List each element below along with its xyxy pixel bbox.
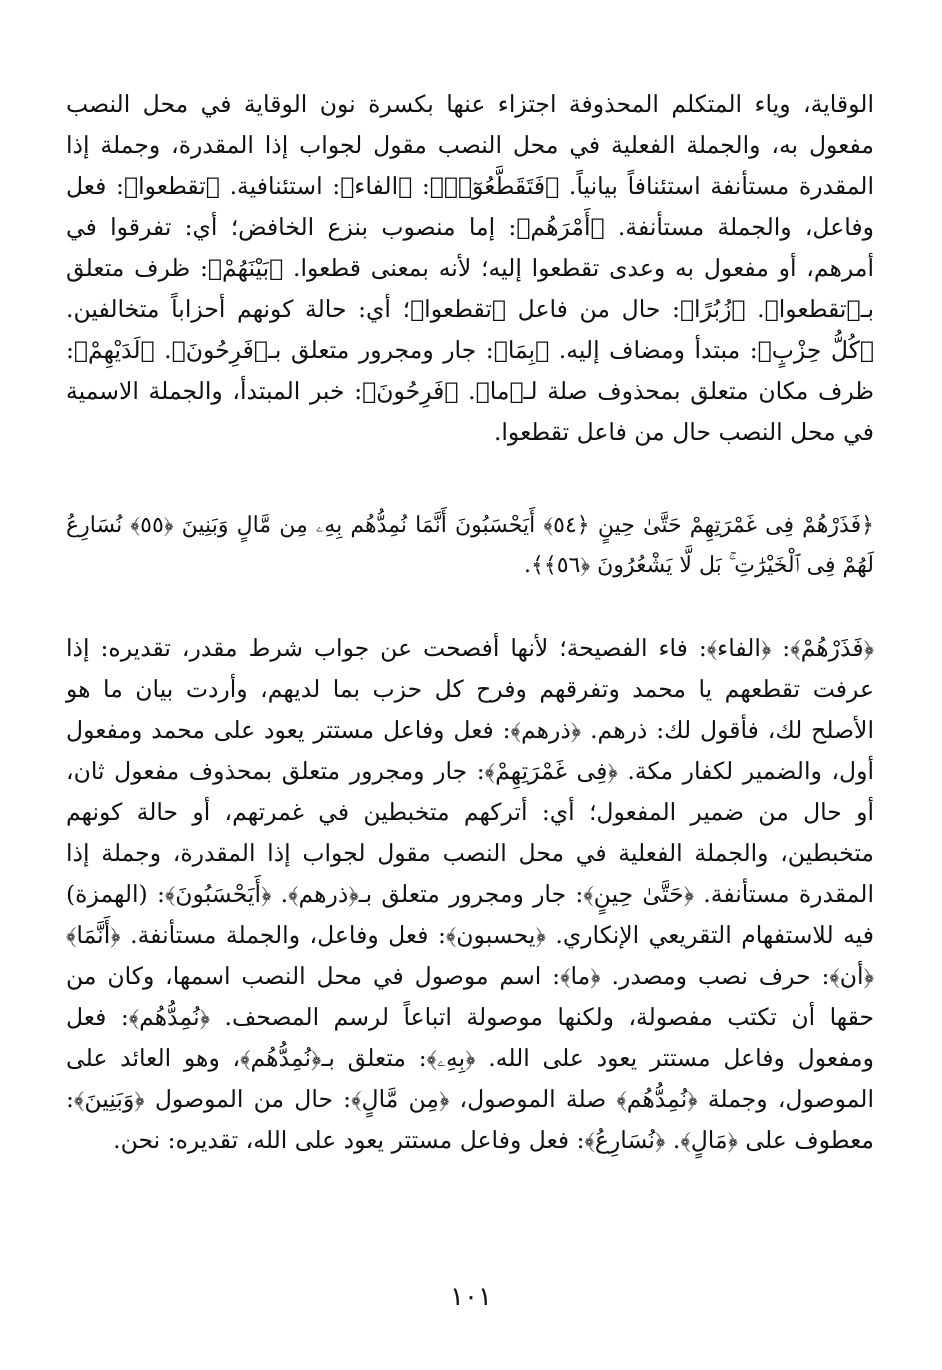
page-number: ١٠١ xyxy=(450,1282,492,1312)
paragraph-1: الوقاية، وياء المتكلم المحذوفة اجتزاء عنها بكسرة نون الوقاية في محل النصب مفعول به، والجملة الفعلية في محل النصب مقول لجواب إذا المقدرة، وجملة إذا المقدرة مستأنفة استئنافاً بيانياً. ﴿فَتَقَطَّعُوٓا۟﴾: ﴿الفاء﴾: استئنافية. ﴿تقطعوا﴾: فعل وفاعل، والجملة مستأنفة. ﴿أَمْرَهُم﴾: إما منصوب بنزع الخافض؛ أي: تفرقوا في أمرهم، أو مفعول به وعدى تقطعوا إليه؛ لأنه بمعنى قطعوا. ﴿بَيْنَهُمْ﴾: ظرف متعلق بـ﴿تقطعوا﴾. ﴿زُبُرًا﴾: حال من فاعل ﴿تقطعوا﴾؛ أي: حالة كونهم أحزاباً متخالفين. ﴿كُلُّ حِزْبٍ﴾: مبتدأ ومضاف إليه. ﴿بِمَا﴾: جار ومجرور متعلق بـ﴿فَرِحُونَ﴾. ﴿لَدَيْهِمْ﴾: ظرف مكان متعلق بمحذوف صلة لـ﴿ما﴾. ﴿فَرِحُونَ﴾: خبر المبتدأ، والجملة الاسمية في محل النصب حال من فاعل تقطعوا. xyxy=(66,90,874,446)
quran-verse: ﴿فَذَرْهُمْ فِى غَمْرَتِهِمْ حَتَّىٰ حِينٍ ﴿٥٤﴾ أَيَحْسَبُونَ أَنَّمَا نُمِدُّهُم بِهِۦ مِن مَّالٍ وَبَنِينَ ﴿٥٥﴾ نُسَارِعُ لَهُمْ فِى ٱلْخَيْرَٰتِ ۚ بَل لَّا يَشْعُرُونَ ﴿٥٦﴾﴾. xyxy=(66,513,874,578)
paragraph-2: ﴿فَذَرْهُمْ﴾: ﴿الفاء﴾: فاء الفصيحة؛ لأنها أفصحت عن جواب شرط مقدر، تقديره: إذا عرفت تقطعهم يا محمد وتفرقهم وفرح كل حزب بما لديهم، وأردت بيان ما هو الأصلح لك، فأقول لك: ذرهم. ﴿ذرهم﴾: فعل وفاعل مستتر يعود على محمد ومفعول أول، والضمير لكفار مكة. ﴿فِى غَمْرَتِهِمْ﴾: جار ومجرور متعلق بمحذوف مفعول ثان، أو حال من ضمير المفعول؛ أي: أتركهم متخبطين في غمرتهم، أو حالة كونهم متخبطين، والجملة الفعلية في محل النصب مقول لجواب إذا المقدرة، وجملة إذا المقدرة مستأنفة. ﴿حَتَّىٰ حِينٍ﴾: جار ومجرور متعلق بـ﴿ذرهم﴾. ﴿أَيَحْسَبُونَ﴾: (الهمزة) فيه للاستفهام التقريعي الإنكاري. ﴿يحسبون﴾: فعل وفاعل، والجملة مستأنفة. ﴿أَنَّمَا﴾ ﴿أن﴾: حرف نصب ومصدر. ﴿ما﴾: اسم موصول في محل النصب اسمها، وكان من حقها أن تكتب مفصولة، ولكنها موصولة اتباعاً لرسم المصحف. ﴿نُمِدُّهُم﴾: فعل ومفعول وفاعل مستتر يعود على الله. ﴿بِهِۦ﴾: متعلق بـ﴿نُمِدُّهُم﴾، وهو العائد على الموصول، وجملة ﴿نُمِدُّهُم﴾ صلة الموصول، ﴿مِن مَّالٍ﴾: حال من الموصول ﴿وَبَنِينَ﴾: معطوف على ﴿مَالٍ﴾. ﴿نُسَارِعُ﴾: فعل وفاعل مستتر يعود على الله، تقديره: نحن. xyxy=(66,634,874,1154)
